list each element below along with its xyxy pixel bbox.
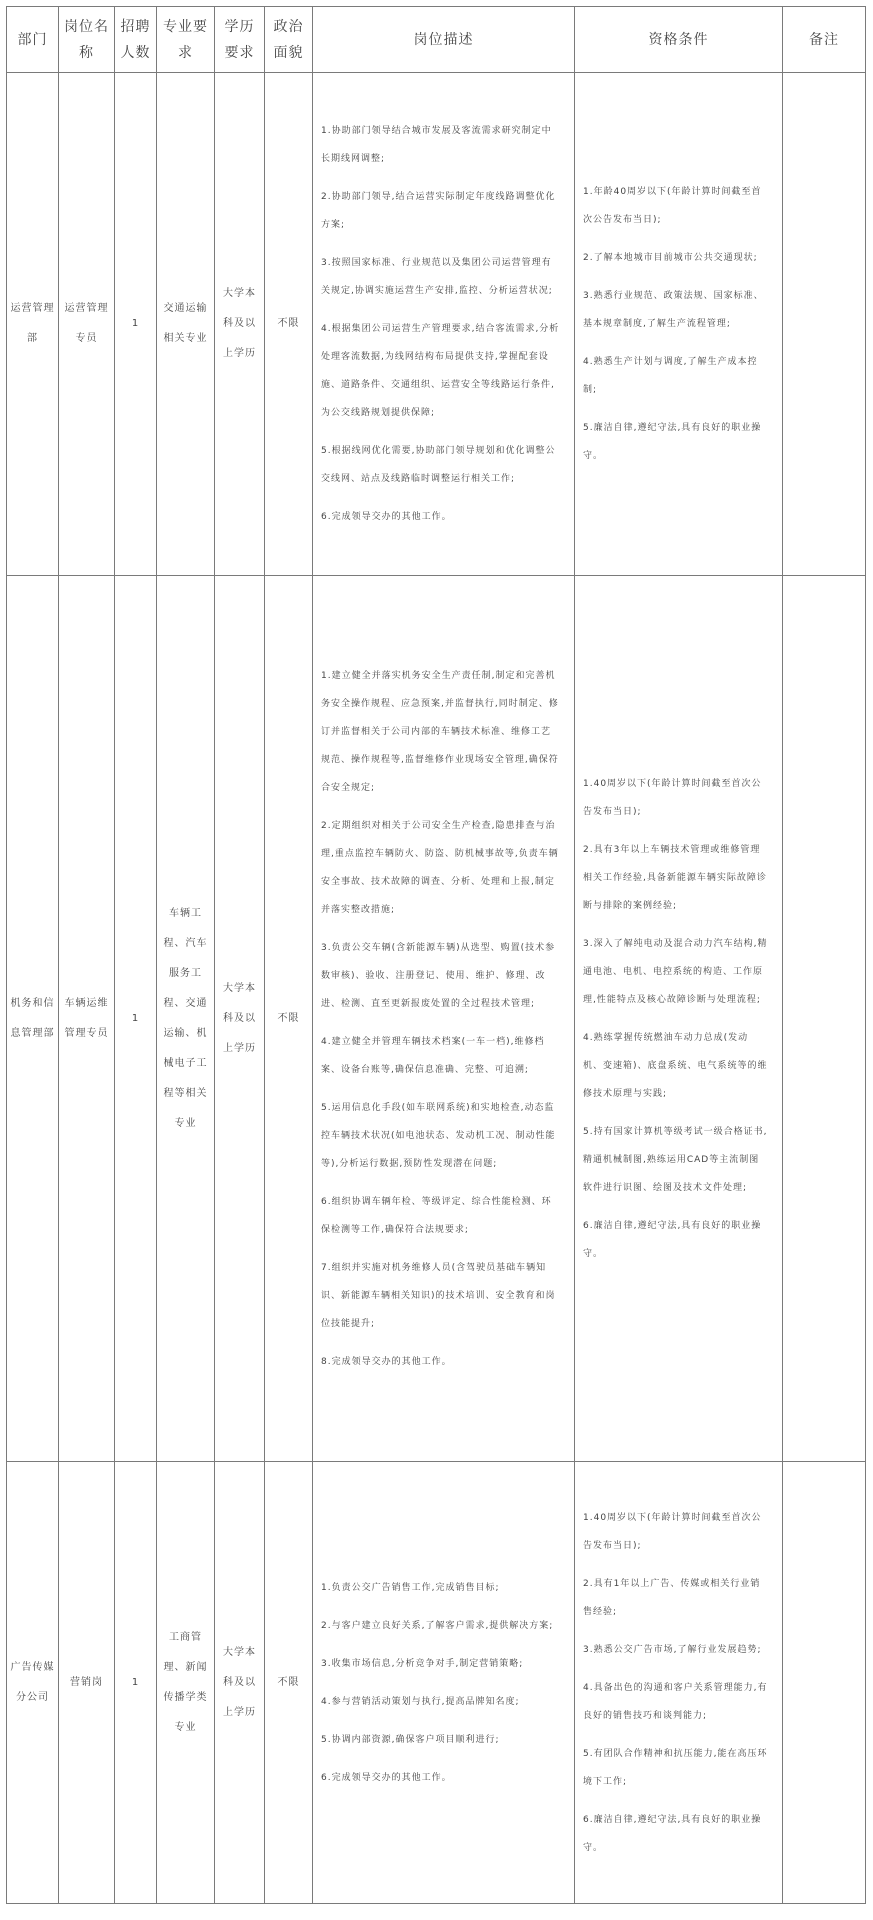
qualification-cell (575, 576, 783, 1462)
table-row (7, 1462, 866, 1904)
education-cell: 大学本科及以上学历 (215, 576, 265, 1462)
political-cell: 不限 (265, 576, 313, 1462)
recruitment-table (6, 6, 866, 1904)
description-item: 7.组织并实施对机务维修人员(含驾驶员基础车辆知识、新能源车辆相关知识)的技术培训、安全教育和岗位技能提升; (321, 1262, 556, 1329)
position-cell: 车辆运维管理专员 (59, 576, 115, 1462)
header-row (7, 7, 866, 73)
description-item: 1.建立健全并落实机务安全生产责任制,制定和完善机务安全操作规程、应急预案,并监督执行,同时制定、修订并监督相关于公司内部的车辆技术标准、维修工艺规范、操作规程等,监督维修作业现场安全管理,确保符合安全规定; (321, 670, 559, 793)
header-political: 政治面貌 (265, 7, 313, 73)
qualification-item: 3.深入了解纯电动及混合动力汽车结构,精通电池、电机、电控系统的构造、工作原理,性能特点及核心故障诊断与处理流程; (583, 938, 768, 1005)
qualification-item: 5.有团队合作精神和抗压能力,能在高压环境下工作; (583, 1748, 768, 1787)
header-education: 学历要求 (215, 7, 265, 73)
description-item: 6.组织协调车辆年检、等级评定、综合性能检测、环保检测等工作,确保符合法规要求; (321, 1196, 552, 1235)
description-item: 1.协助部门领导结合城市发展及客流需求研究制定中长期线网调整; (321, 126, 552, 164)
table-row (7, 73, 866, 576)
header-count: 招聘人数 (115, 7, 157, 73)
qualification-item: 6.廉洁自律,遵纪守法,具有良好的职业操守。 (583, 1814, 762, 1853)
description-item: 3.按照国家标准、行业规范以及集团公司运营管理有关规定,协调实施运营生产安排,监控、分析运营状况; (321, 258, 553, 296)
position-cell: 营销岗 (59, 1462, 115, 1904)
qualification-item: 3.熟悉行业规范、政策法规、国家标准、基本规章制度,了解生产流程管理; (583, 291, 764, 329)
major-cell: 交通运输相关专业 (157, 73, 215, 576)
major-cell: 工商管理、新闻传播学类专业 (157, 1462, 215, 1904)
description-cell (313, 1462, 575, 1904)
qualification-item: 2.具有1年以上广告、传媒或相关行业销售经验; (583, 1578, 761, 1617)
description-item: 5.根据线网优化需要,协助部门领导规划和优化调整公交线网、站点及线路临时调整运行相关工作; (321, 446, 556, 484)
description-item: 1.负责公交广告销售工作,完成销售目标; (321, 1582, 500, 1593)
description-cell (313, 576, 575, 1462)
description-item: 5.运用信息化手段(如车联网系统)和实地检查,动态监控车辆技术状况(如电池状态、发动机工况、制动性能等),分析运行数据,预防性发现潜在问题; (321, 1102, 556, 1169)
description-item: 4.参与营销活动策划与执行,提高品牌知名度; (321, 1696, 520, 1707)
education-cell: 大学本科及以上学历 (215, 73, 265, 576)
qualification-item: 5.廉洁自律,遵纪守法,具有良好的职业操守。 (583, 423, 762, 461)
qualification-item: 3.熟悉公交广告市场,了解行业发展趋势; (583, 1644, 762, 1655)
header-remarks: 备注 (783, 7, 866, 73)
qualification-item: 4.熟悉生产计划与调度,了解生产成本控制; (583, 357, 758, 395)
qualification-item: 4.熟练掌握传统燃油车动力总成(发动机、变速箱)、底盘系统、电气系统等的维修技术原理与实践; (583, 1032, 768, 1099)
count-cell: 1 (115, 1462, 157, 1904)
political-cell: 不限 (265, 1462, 313, 1904)
qualification-item: 1.年龄40周岁以下(年龄计算时间截至首次公告发布当日); (583, 187, 762, 225)
description-item: 2.与客户建立良好关系,了解客户需求,提供解决方案; (321, 1620, 554, 1631)
qualification-item: 5.持有国家计算机等级考试一级合格证书,精通机械制图,熟练运用CAD等主流制图软件进行识图、绘图及技术文件处理; (583, 1126, 768, 1193)
description-item: 2.协助部门领导,结合运营实际制定年度线路调整优化方案; (321, 192, 556, 230)
qualification-item: 1.40周岁以下(年龄计算时间截至首次公告发布当日); (583, 1512, 762, 1551)
description-item: 3.负责公交车辆(含新能源车辆)从选型、购置(技术参数审核)、验收、注册登记、使用、维护、修理、改进、检测、直至更新报废处置的全过程技术管理; (321, 942, 556, 1009)
header-major: 专业要求 (157, 7, 215, 73)
qualification-cell (575, 1462, 783, 1904)
description-item: 4.根据集团公司运营生产管理要求,结合客流需求,分析处理客流数据,为线网结构布局提供支持,掌握配套设施、道路条件、交通组织、运营安全等线路运行条件,为公交线路规划提供保障; (321, 324, 560, 418)
count-cell: 1 (115, 73, 157, 576)
header-qualification: 资格条件 (575, 7, 783, 73)
major-cell: 车辆工程、汽车服务工程、交通运输、机械电子工程等相关专业 (157, 576, 215, 1462)
header-description: 岗位描述 (313, 7, 575, 73)
remarks-cell (783, 73, 866, 576)
dept-cell: 运营管理部 (7, 73, 59, 576)
header-position: 岗位名称 (59, 7, 115, 73)
count-cell: 1 (115, 576, 157, 1462)
dept-cell: 机务和信息管理部 (7, 576, 59, 1462)
description-item: 6.完成领导交办的其他工作。 (321, 1772, 452, 1783)
education-cell: 大学本科及以上学历 (215, 1462, 265, 1904)
remarks-cell (783, 1462, 866, 1904)
description-item: 8.完成领导交办的其他工作。 (321, 1356, 452, 1367)
description-item: 6.完成领导交办的其他工作。 (321, 512, 452, 522)
political-cell: 不限 (265, 73, 313, 576)
remarks-cell (783, 576, 866, 1462)
description-item: 5.协调内部资源,确保客户项目顺利进行; (321, 1734, 500, 1745)
qualification-item: 2.具有3年以上车辆技术管理或维修管理相关工作经验,具备新能源车辆实际故障诊断与排除的案例经验; (583, 844, 767, 911)
dept-cell: 广告传媒分公司 (7, 1462, 59, 1904)
qualification-cell (575, 73, 783, 576)
qualification-item: 6.廉洁自律,遵纪守法,具有良好的职业操守。 (583, 1220, 762, 1259)
qualification-item: 1.40周岁以下(年龄计算时间截至首次公告发布当日); (583, 778, 762, 817)
header-dept: 部门 (7, 7, 59, 73)
description-item: 4.建立健全并管理车辆技术档案(一车一档),维修档案、设备台账等,确保信息准确、完整、可追溯; (321, 1036, 545, 1075)
description-cell (313, 73, 575, 576)
description-item: 3.收集市场信息,分析竞争对手,制定营销策略; (321, 1658, 524, 1669)
description-item: 2.定期组织对相关于公司安全生产检查,隐患排查与治理,重点监控车辆防火、防盗、防机械事故等,负责车辆安全事故、技术故障的调查、分析、处理和上报,制定并落实整改措施; (321, 820, 559, 915)
position-cell: 运营管理专员 (59, 73, 115, 576)
qualification-item: 4.具备出色的沟通和客户关系管理能力,有良好的销售技巧和谈判能力; (583, 1682, 768, 1721)
table-row (7, 576, 866, 1462)
qualification-item: 2.了解本地城市目前城市公共交通现状; (583, 253, 758, 263)
